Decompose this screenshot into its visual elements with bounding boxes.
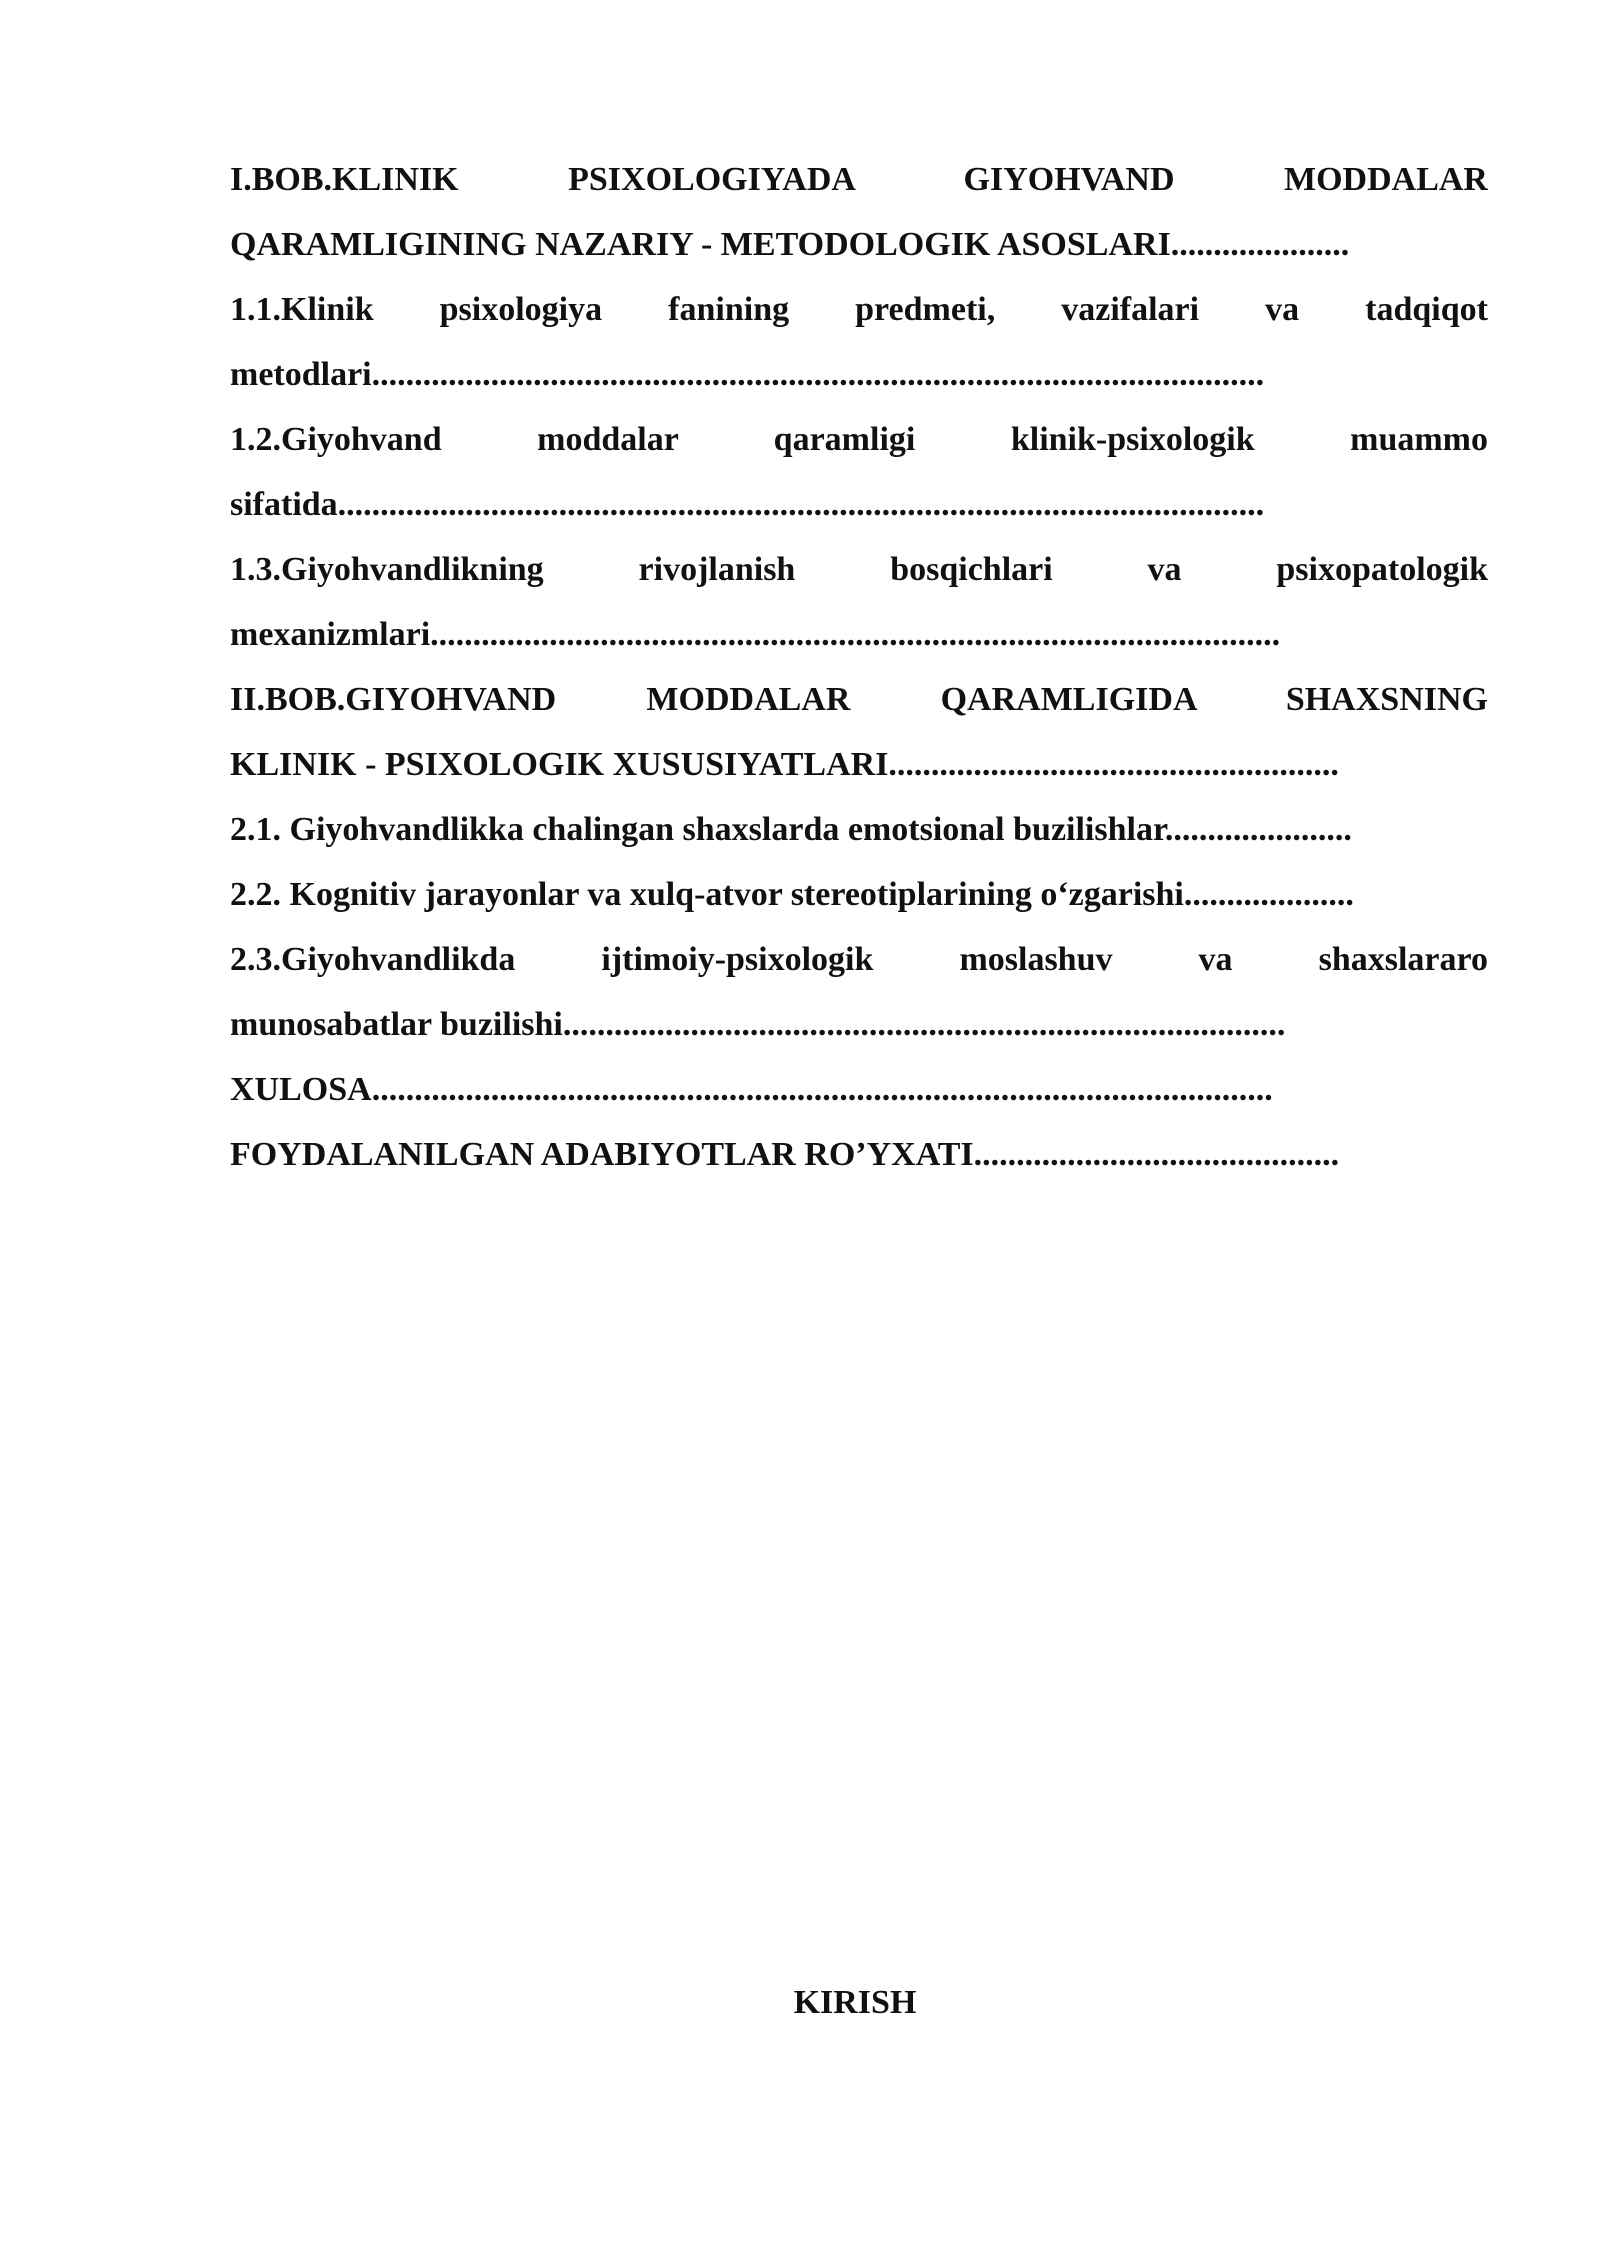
section-heading: KIRISH [793,1984,917,2021]
toc-line: XULOSA.......................................................................................................... [230,1071,1273,1108]
toc-line: II.BOB.GIYOHVAND MODDALAR QARAMLIGIDA SHAXSNING [230,681,1488,718]
toc-line: mexanizmlari.................................................................................................... [230,616,1281,653]
toc-line: FOYDALANILGAN ADABIYOTLAR RO’YXATI........................................... [230,1136,1340,1173]
toc-line: I.BOB.KLINIK PSIXOLOGIYADA GIYOHVAND MODDALAR [230,161,1488,198]
toc-line: 1.1.Klinik psixologiya fanining predmeti, vazifalari va tadqiqot [230,291,1488,328]
toc-line: 2.1. Giyohvandlikka chalingan shaxslarda emotsional buzilishlar...................... [230,811,1352,848]
toc-line: sifatida............................................................................................................. [230,486,1265,523]
table-of-contents [230,147,1488,1187]
toc-line: 1.2.Giyohvand moddalar qaramligi klinik-psixologik muammo [230,421,1488,458]
toc-line: metodlari......................................................................................................... [230,356,1265,393]
toc-line: 2.2. Kognitiv jarayonlar va xulq-atvor stereotiplarining o‘zgarishi.................... [230,876,1354,913]
toc-line: KLINIK - PSIXOLOGIK XUSUSIYATLARI..................................................... [230,746,1339,783]
toc-line: munosabatlar buzilishi..................................................................................... [230,1006,1286,1043]
toc-line: QARAMLIGINING NAZARIY - METODOLOGIK ASOSLARI..................... [230,226,1350,263]
toc-line: 2.3.Giyohvandlikda ijtimoiy-psixologik moslashuv va shaxslararo [230,941,1488,978]
toc-line: 1.3.Giyohvandlikning rivojlanish bosqichlari va psixopatologik [230,551,1488,588]
